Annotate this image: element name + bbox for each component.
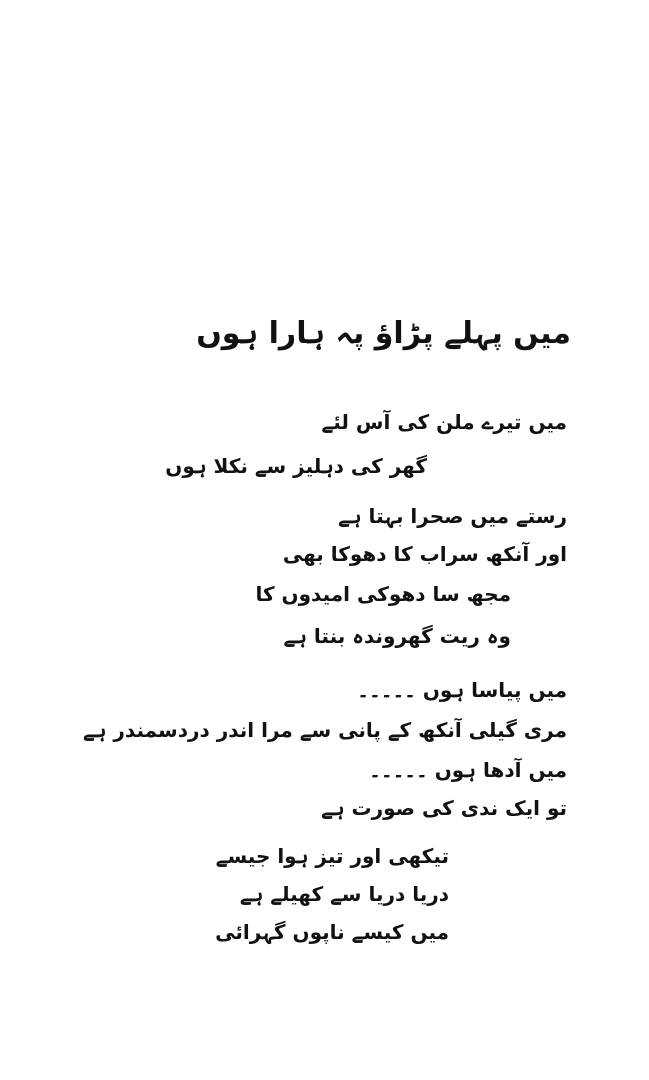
poem-line-5: مجھ سا دھوکی امیدوں کا — [255, 582, 511, 606]
poem-line-12: دریا دریا سے کھیلے ہے — [239, 882, 449, 906]
poem-line-4: اور آنکھ سراب کا دھوکا بھی — [282, 542, 567, 566]
poem-line-3: رستے میں صحرا بہتا ہے — [338, 504, 567, 528]
poem-title: میں پہلے پڑاؤ پہ ہارا ہوں — [196, 316, 571, 351]
poem-line-8: مری گیلی آنکھ کے پانی سے مرا اندر دردسمندر ہے — [82, 718, 567, 742]
poem-line-1: میں تیرے ملن کی آس لئے — [321, 410, 567, 434]
poem-line-9: میں آدھا ہوں ۔۔۔۔۔ — [369, 758, 567, 782]
poem-line-2: گھر کی دہلیز سے نکلا ہوں — [165, 454, 427, 478]
poem-line-11: تیکھی اور تیز ہوا جیسے — [215, 844, 449, 868]
poem-line-6: وہ ریت گھروندہ بنتا ہے — [283, 624, 511, 648]
poem-line-7: میں پیاسا ہوں ۔۔۔۔۔ — [357, 678, 567, 702]
poem-line-10: تو ایک ندی کی صورت ہے — [321, 796, 567, 820]
poem-line-13: میں کیسے ناپوں گہرائی — [215, 920, 449, 944]
